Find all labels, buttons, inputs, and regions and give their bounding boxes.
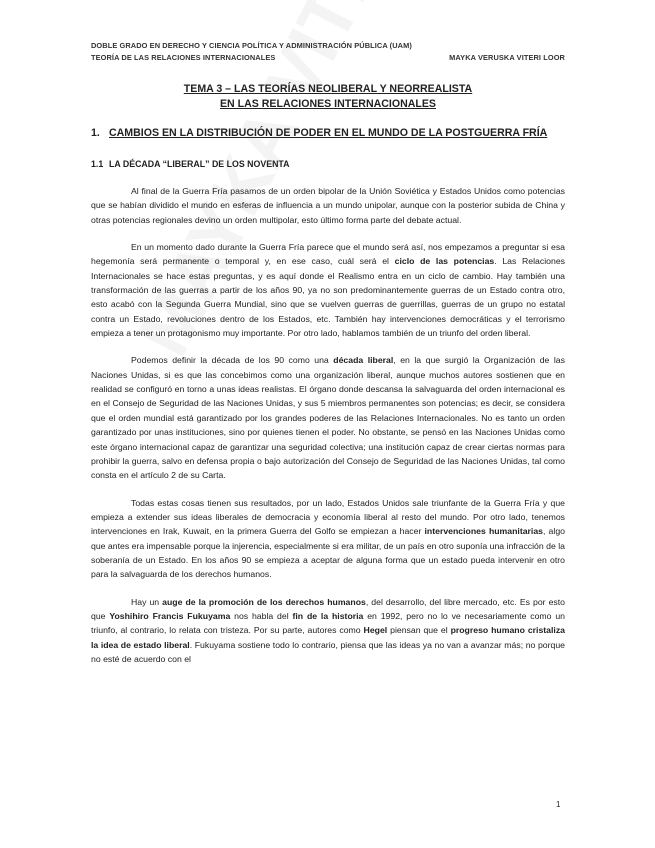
title-line-1: TEMA 3 – LAS TEORÍAS NEOLIBERAL Y NEORREALISTA xyxy=(183,83,473,95)
bold-term: Yoshihiro Francis Fukuyama xyxy=(109,610,231,621)
document-title xyxy=(91,82,565,112)
text-run: En un momento dado durante la Guerra Fría parece que el mundo será así, nos empezamos a preguntar si esa hegemonía será permanente o temporal y, en ese caso, cuál será el xyxy=(91,242,565,267)
section-heading xyxy=(91,127,571,139)
text-run: . Las Relaciones Internacionales se hace estas preguntas, y es aquí donde el Realismo entra en un ciclo de cambio. Hay también una transformación de las guerras a partir de los años 90, ya no son predominantemente guerras de un Estado contra otro, esto acabó con la Segunda Guerra Mundial, sino que se vuelven guerras de guerrillas, guerras de un grupo no estatal contra un Estado, revoluciones dentro de los Estados, etc. También hay intervenciones democráticas y el terrorismo empieza a tener un protagonismo muy importante. Por otro lado, hablamos también de un triunfo del orden liberal. xyxy=(91,256,566,339)
running-header xyxy=(91,40,565,64)
paragraph-4 xyxy=(91,496,565,582)
header-course: TEORÍA DE LAS RELACIONES INTERNACIONALES xyxy=(91,53,276,62)
text-run: , del desarrollo, del libre mercado, etc. Es por esto que xyxy=(91,596,565,621)
bold-term: fin de la historia xyxy=(292,610,364,621)
title-line-2: EN LAS RELACIONES INTERNACIONALES xyxy=(219,98,436,110)
bold-term: Hegel xyxy=(363,625,388,636)
text-run: Todas estas cosas tienen sus resultados, por un lado, Estados Unidos sale triunfante de la Guerra Fría y que empieza a extender sus ideas liberales de democracia y economía liberal al resto del mundo. Por otro lado, tenemos intervenciones en Irak, Kuwait, en la primera Guerra del Golfo se empiezan a hacer xyxy=(91,497,565,537)
section-title: CAMBIOS EN LA DISTRIBUCIÓN DE PODER EN EL MUNDO DE LA POSTGUERRA FRÍA xyxy=(109,127,548,139)
subsection-title: LA DÉCADA “LIBERAL” DE LOS NOVENTA xyxy=(109,159,290,169)
text-run: Podemos definir la década de los 90 como una xyxy=(131,355,334,366)
paragraph-1: Al final de la Guerra Fría pasamos de un orden bipolar de la Unión Soviética y Estados Unidos como potencias que se habían dividido el mundo en esferas de influencia a un mundo unipolar, aunque con la posterior subida de China y otras potencias regionales devino un orden multipolar, esto último forma parte del debate actual. xyxy=(91,186,565,225)
text-run: . Fukuyama sostiene todo lo contrario, piensa que las ideas ya no van a avanzar más; no porque no esté de acuerdo con el xyxy=(91,639,566,664)
paragraph-3 xyxy=(91,353,565,482)
subsection-heading xyxy=(91,159,290,169)
page-number: 1 xyxy=(556,800,561,809)
paragraph-2 xyxy=(91,240,565,340)
text-run: en 1992, pero no lo ve necesariamente como un triunfo, al contrario, lo relata con tristeza. Por su parte, autores como xyxy=(91,610,565,636)
bold-term: intervenciones humanitarias xyxy=(424,526,544,537)
bold-term: década liberal xyxy=(333,355,394,366)
text-run: piensan que el xyxy=(387,625,451,636)
bold-term: progreso humano cristaliza la idea de estado liberal xyxy=(91,625,566,650)
bold-term: ciclo de las potencias xyxy=(394,256,495,267)
subsection-number: 1.1 xyxy=(91,159,104,169)
text-run: nos habla del xyxy=(230,610,293,621)
text-run: , en la que surgió la Organización de las Naciones Unidas, si es que las concebimos como una organización liberal, aunque muchos autores sostienen que en realidad se configuró en torno a unas ideas realistas. El órgano donde descansa la salvaguarda del orden internacional es en el Consejo de Seguridad de las Naciones Unidas, y sus 5 miembros permanentes son potencias; es decir, se considera que el orden mundial está garantizado por los grandes poderes de las Relaciones Internacionales. No es tanto un orden garantizado por unas instituciones, sino por quienes tienen el poder. No obstante, se pensó en las Naciones Unidas como este órgano internacional capaz de garantizar una seguridad colectiva; una institución capaz de crear ciertas normas para prohibir la guerra, salvo en defensa propia o bajo autorización del Consejo de Seguridad de las Naciones Unidas, tal como consta en el artículo 2 de su Carta. xyxy=(91,355,565,481)
paragraph-5 xyxy=(91,595,565,667)
section-number: 1. xyxy=(91,127,100,139)
text-run: Hay un xyxy=(131,596,163,607)
bold-term: auge de la promoción de los derechos humanos xyxy=(162,596,366,607)
header-degree: DOBLE GRADO EN DERECHO Y CIENCIA POLÍTICA Y ADMINISTRACIÓN PÚBLICA (UAM) xyxy=(91,41,412,50)
header-author: MAYKA VERUSKA VITERI LOOR xyxy=(449,53,565,62)
text-run: , algo que antes era impensable porque la injerencia, especialmente si era militar, de un país en otro suponía una infracción de la soberanía de un Estado. En los años 90 se empieza a aceptar de alguna forma que un estado pueda intervenir en otro para la salvaguarda de los derechos humanos. xyxy=(91,526,565,580)
body-text xyxy=(91,184,565,679)
